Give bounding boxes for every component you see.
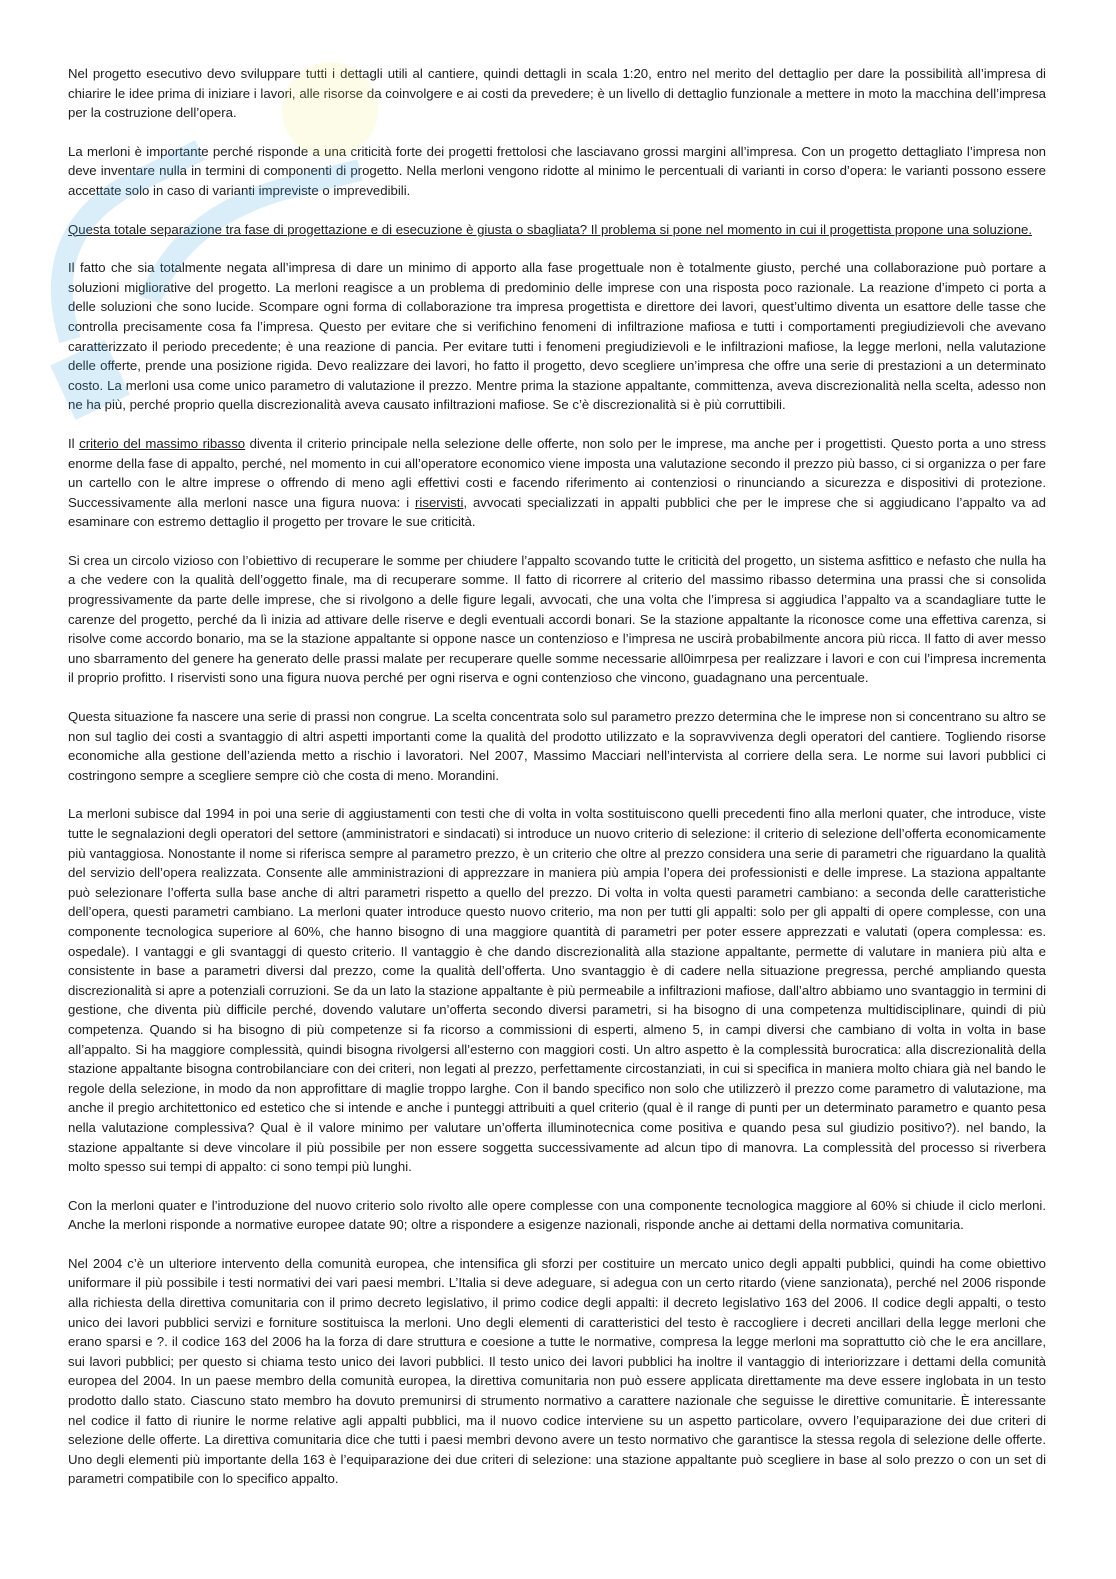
paragraph-6: Si crea un circolo vizioso con l’obiettivo di recuperare le somme per chiudere l’appalto scovando tutte le criticità del progetto, un sistema asfittico e nefasto che nulla ha a che vedere con la qualità dell’oggetto finale, ma di recuperare somme. Il fatto di ricorrere al criterio del massimo ribasso determina una prassi che si consolida progressivamente da parte delle imprese, che si rivolgono a delle figure legali, avvocati, che una volta che l’impresa si aggiudica l’appalto va a scandagliare tutte le carenze del progetto, perché da lì inizia ad attivare delle riserve e degli eventuali accordi bonari. Se la stazione appaltante la riconosce come una effettiva carenza, si risolve come accordo bonario, ma se la stazione appaltante si oppone nasce un contenzioso e l’impresa ne uscirà probabilmente ancora più ricca. Il fatto di aver messo uno sbarramento del genere ha generato delle prassi malate per recuperare quelle somme necessarie all0imrpesa per realizzare i lavori e con cui l’impresa incrementa il proprio profitto. I riservisti sono una figura nuova perché per ogni riserva e ogni contenzioso che vincono, guadagnano una percentuale. [68,552,1046,686]
paragraph-4: Il fatto che sia totalmente negata all’impresa di dare un minimo di apporto alla fase progettuale non è totalmente giusto, perché una collaborazione può portare a soluzioni migliorative del progetto. La merloni reagisce a un problema di predominio delle imprese con una risposta poco razionale. La reazione d’impeto ci porta a delle soluzioni che sono lucide. Scompare ogni forma di collaborazione tra impresa progettista e direttore dei lavori, quest’ultimo diventa un esattore delle tasse che controlla precisamente cosa fa l’impresa. Questo per evitare che si verifichino fenomeni di infiltrazione mafiosa e tutti i comportamenti pregiudizievoli che avevano caratterizzato il periodo precedente; è una reazione di pancia. Per evitare tutti i fenomeni pregiudizievoli e le infiltrazioni mafiose, la legge merloni, nella valutazione delle offerte, prende una posizione rigida. Devo realizzare dei lavori, ho fatto il progetto, devo scegliere un’impresa che offre una serie di prestazioni a un determinato costo. La merloni usa come unico parametro di valutazione il prezzo. Mentre prima la stazione appaltante, committenza, aveva discrezionalità nella scelta, adesso non ne ha più, perché proprio quella discrezionalità aveva causato infiltrazioni mafiose. Se c’è discrezionalità si è più corruttibili. [68,260,1046,413]
massimo-ribasso-term: criterio del massimo ribasso [79,435,246,451]
paragraph-5-text-c: , avvocati specializzati in appalti pubblici che per le imprese che si aggiudicano l’appalto va ad esaminare con estremo dettaglio il progetto per trovare le sue criticità. [68,494,1046,530]
paragraph-7: Questa situazione fa nascere una serie di prassi non congrue. La scelta concentrata solo sul parametro prezzo determina che le imprese non si concentrano su altro se non sul taglio dei costi a svantaggio di altri aspetti importanti come la qualità del prodotto utilizzato e la sopravvivenza degli operatori del cantiere. Togliendo risorse economiche alla gestione dell’azienda metto a rischio i lavoratori. Nel 2007, Massimo Macciari nell’intervista al corriere della sera. Le norme sui lavori pubblici ci costringono sempre a scegliere sempre ciò che costa di meno. Morandini. [68,709,1046,783]
paragraph-3-underlined-question: Questa totale separazione tra fase di progettazione e di esecuzione è giusta o sbagliata? Il problema si pone nel momento in cui il progettista propone una soluzione. [68,221,1033,237]
riservisti-term: riservisti [415,494,464,510]
paragraph-10: Nel 2004 c’è un ulteriore intervento della comunità europea, che intensifica gli sforzi per costituire un mercato unico degli appalti pubblici, quindi ha come obiettivo uniformare il più possibile i testi normativi dei vari paesi membri. L’Italia si deve adeguare, si adegua con un certo ritardo (viene sanzionata), perché nel 2006 risponde alla richiesta della direttiva comunitaria con il primo decreto legislativo, il primo codice degli appalti: il decreto legislativo 163 del 2006. Il codice degli appalti, o testo unico dei lavori pubblici servizi e forniture sostituisca la merloni. Uno degli elementi di caratteristici del testo è raccogliere i decreti ancillari della legge merloni che erano sparsi e ?. il codice 163 del 2006 ha la forza di dare struttura e coesione a tutte le normative, compresa la legge merloni ma soprattutto ciò che le era ancillare, sui lavori pubblici; per questo si chiama testo unico dei lavori pubblici. Il testo unico dei lavori pubblici ha inoltre il vantaggio di interiorizzare i dettami della comunità europea del 2004. In un paese membro della comunità europea, la direttiva comunitaria non può essere applicata direttamente ma deve essere inglobata in un testo prodotto dallo stato. Ciascuno stato membro ha dovuto premunirsi di strumento normativo a carattere nazionale che seguisse le direttive comunitarie. È interessante nel codice il fatto di riunire le norme relative agli appalti pubblici, ma il nuovo codice interviene su un aspetto particolare, ovvero l’equiparazione dei due criteri di selezione delle offerte. La direttiva comunitaria dice che tutti i paesi membri devono avere un testo normativo che garantisce la stessa regola di selezione delle offerte. Uno degli elementi più importante della 163 è l’equiparazione dei due criteri di selezione: una stazione appaltante può scegliere in base al solo prezzo o con un set di parametri compatibile con lo specifico appalto. [68,1255,1046,1487]
paragraph-1: Nel progetto esecutivo devo sviluppare tutti i dettagli utili al cantiere, quindi dettagli in scala 1:20, entro nel merito del dettaglio per dare la possibilità all’impresa di chiarire le idee prima di iniziare i lavori, alle risorse da coinvolgere e ai costi da prevedere; è un livello di dettaglio funzionale a mettere in moto la macchina dell’impresa per la costruzione dell’opera. [68,66,1046,121]
paragraph-8: La merloni subisce dal 1994 in poi una serie di aggiustamenti con testi che di volta in volta sostituiscono quelli precedenti fino alla merloni quater, che introduce, viste tutte le segnalazioni degli operatori del settore (amministratori e sindacati) si introduce un nuovo criterio di selezione: il criterio di selezione dell’offerta economicamente più vantaggiosa. Nonostante il nome si riferisca sempre al parametro prezzo, è un criterio che oltre al prezzo considera una serie di parametri che riguardano la qualità del servizio dell’opera realizzata. Consente alle amministrazioni di apprezzare in maniera più ampia l’opera dei professionisti e delle imprese. La staziona appaltante può selezionare l’offerta sulla base anche di altri parametri rispetto a quello del prezzo. Di volta in volta questi parametri cambiano: a seconda delle caratteristiche dell’opera, questi parametri cambiano. La merloni quater introduce questo nuovo criterio, ma non per tutti gli appalti: solo per gli appalti di opere complesse, con una componente tecnologica superiore al 60%, che hanno bisogno di una maggiore quantità di parametri per poter essere apprezzati e valutati (opera complessa: es. ospedale). I vantaggi e gli svantaggi di questo criterio. Il vantaggio è che dando discrezionalità alla stazione appaltante, permette di valutare in maniera più alta e consistente in base a parametri diversi dal prezzo, come la qualità dell’offerta. Uno svantaggio è di cadere nella situazione pregressa, perché ampliando questa discrezionalità si apre a potenziali corruzioni. Se da un lato la stazione appaltante è più permeabile a infiltrazioni mafiose, dall’altro abbiamo uno svantaggio in termini di gestione, che diventa più difficile perché, dovendo valutare un’offerta secondo diversi parametri, si ha bisogno di una competenza multidisciplinare, quindi di più competenza. Quando si ha bisogno di più competenze si fa ricorso a commissioni di esperti, almeno 5, in campi diversi che cambiano di volta in volta in base all’appalto. Si ha maggiore complessità, quindi bisogna rivolgersi all’esterno con maggiori costi. Un altro aspetto è la complessità burocratica: alla discrezionalità della stazione appaltante bisogna controbilanciare con dei criteri, non legati al prezzo, perfettamente circostanziati, in cui si specifica in maniera molto chiara già nel bando le regole della selezione, in modo da non approfittare di maglie troppo larghe. Con il bando specifico non solo che utilizzerò il prezzo come parametro di valutazione, ma anche il pregio architettonico ed estetico che si intende e anche i punteggi attribuiti a quel criterio (qual è il range di punti per un determinato parametro e quanto pesa nella valutazione complessiva? Qual è il valore minimo per valutare un’offerta illuminotecnica come positiva e quando pesa sul giudizio positivo?). nel bando, la stazione appaltante si deve vincolare il più possibile per non essere soggetta successivamente ad alcun tipo di manovra. La complessità del processo si riverbera molto spesso sui tempi di appalto: ci sono tempi più lunghi. [68,806,1046,1175]
paragraph-5 [68,434,1046,532]
paragraph-2: La merloni è importante perché risponde a una criticità forte dei progetti frettolosi che lasciavano grossi margini all’impresa. Con un progetto dettagliato l’impresa non deve inventare nulla in termini di componenti di progetto. Nella merloni vengono ridotte al minimo le percentuali di varianti in corso d’opera: le varianti possono essere accettate solo in caso di varianti impreviste o imprevedibili. [68,143,1046,198]
paragraph-5-text-a: Il [68,435,80,451]
paragraph-9: Con la merloni quater e l’introduzione del nuovo criterio solo rivolto alle opere complesse con una componente tecnologica maggiore al 60% si chiude il ciclo merloni. Anche la merloni risponde a normative europee datate 90; oltre a rispondere a esigenze nazionali, risponde anche ai dettami della normativa comunitaria. [68,1197,1046,1233]
paragraph-5-text-b: diventa il criterio principale nella selezione delle offerte, non solo per le imprese, ma anche per i progettisti. Questo porta a uno stress enorme della fase di appalto, perché, nel momento in cui all’operatore economico viene imposta una valutazione secondo il prezzo più basso, ci si organizza o per fare un cartello con le altre imprese o offrendo di meno agli effettivi costi e facendo riferimento ai contenziosi o rinunciando a sicurezza e dispositivi di protezione. Successivamente alla merloni nasce una figura nuova: i [68,435,1046,510]
